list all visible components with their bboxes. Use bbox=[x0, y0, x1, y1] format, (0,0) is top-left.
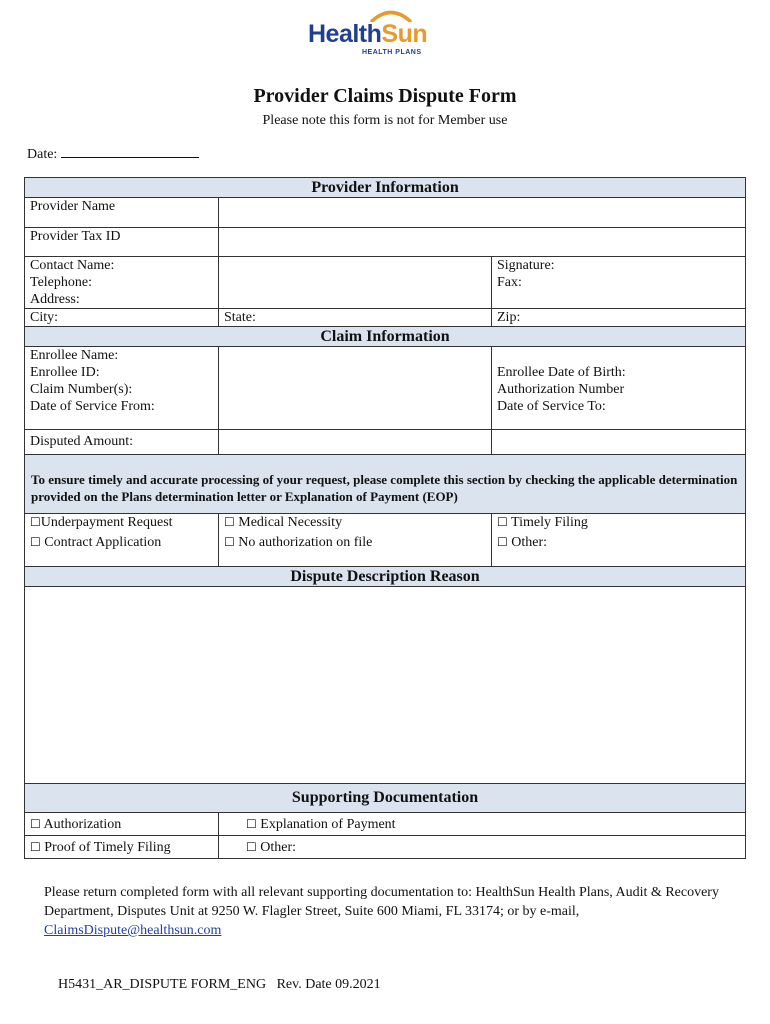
checkbox-icon[interactable]: ☐ bbox=[224, 515, 235, 529]
return-instructions bbox=[44, 883, 734, 940]
form-revision: H5431_AR_DISPUTE FORM_ENG Rev. Date 09.2021 bbox=[58, 977, 381, 992]
medical-necessity-checkbox[interactable] bbox=[224, 514, 486, 531]
disputed-amount-input[interactable] bbox=[219, 430, 492, 455]
address-label: Address: bbox=[30, 292, 80, 307]
checkbox-icon[interactable]: ☐ bbox=[30, 817, 41, 831]
authorization-label: Authorization bbox=[43, 817, 122, 832]
logo-word-health: Health bbox=[308, 20, 382, 48]
determination-col-2 bbox=[219, 514, 492, 567]
fax-label: Fax: bbox=[497, 275, 522, 290]
other-supporting-label: Other: bbox=[260, 840, 297, 855]
other-determination-checkbox[interactable] bbox=[497, 534, 740, 551]
authorization-number-label: Authorization Number bbox=[497, 382, 625, 397]
enrollee-dob-label: Enrollee Date of Birth: bbox=[497, 365, 626, 380]
healthsun-logo bbox=[306, 6, 436, 60]
dispute-description-input[interactable] bbox=[25, 587, 746, 784]
signature-fax-labels[interactable] bbox=[492, 257, 746, 309]
proof-timely-filing-label: Proof of Timely Filing bbox=[44, 840, 171, 855]
page-title: Provider Claims Dispute Form bbox=[253, 85, 517, 107]
no-authorization-checkbox[interactable] bbox=[224, 534, 486, 551]
checkbox-icon[interactable]: ☐ bbox=[224, 535, 235, 549]
underpayment-request-checkbox[interactable] bbox=[30, 514, 213, 531]
logo-word-sun: Sun bbox=[381, 20, 428, 48]
page-subtitle: Please note this form is not for Member use bbox=[262, 113, 508, 128]
claim-numbers-label: Claim Number(s): bbox=[30, 382, 133, 397]
date-label: Date: bbox=[27, 147, 58, 162]
contact-name-label: Contact Name: bbox=[30, 258, 115, 273]
explanation-of-payment-label: Explanation of Payment bbox=[260, 817, 396, 832]
logo-subtext: HEALTH PLANS bbox=[362, 49, 422, 56]
other-determination-label: Other: bbox=[511, 535, 548, 550]
supporting-documentation-header: Supporting Documentation bbox=[25, 784, 746, 813]
claims-dispute-email-link[interactable]: ClaimsDispute@healthsun.com bbox=[44, 923, 222, 938]
date-of-service-to-label: Date of Service To: bbox=[497, 399, 606, 414]
zip-field[interactable]: Zip: bbox=[492, 309, 746, 327]
claim-input[interactable] bbox=[219, 347, 492, 430]
timely-filing-checkbox[interactable] bbox=[497, 514, 740, 531]
state-field[interactable]: State: bbox=[219, 309, 492, 327]
claim-labels bbox=[25, 347, 219, 430]
city-field[interactable]: City: bbox=[25, 309, 219, 327]
return-instructions-text: Please return completed form with all relevant supporting documentation to: HealthSun Health Plans, Audit & Recovery Department, Disputes Unit at 9250 W. Flagler Street, Suite 600 Miami, FL 33174; or by e-mail, bbox=[44, 885, 719, 919]
disputed-amount-extra[interactable] bbox=[492, 430, 746, 455]
logo-wordmark bbox=[308, 20, 427, 49]
provider-name-label: Provider Name bbox=[25, 198, 219, 228]
provider-information-header: Provider Information bbox=[25, 178, 746, 198]
checkbox-icon[interactable]: ☐ bbox=[246, 817, 257, 831]
claim-information-header: Claim Information bbox=[25, 327, 746, 347]
authorization-checkbox[interactable] bbox=[25, 813, 219, 836]
proof-of-timely-filing-checkbox[interactable] bbox=[25, 836, 219, 859]
claim-right-labels[interactable] bbox=[492, 347, 746, 430]
underpayment-label: Underpayment Request bbox=[40, 515, 173, 530]
checkbox-icon[interactable]: ☐ bbox=[30, 535, 41, 549]
telephone-label: Telephone: bbox=[30, 275, 92, 290]
checkbox-icon[interactable]: ☐ bbox=[497, 515, 508, 529]
date-input-line[interactable] bbox=[61, 145, 199, 158]
no-authorization-label: No authorization on file bbox=[238, 535, 373, 550]
explanation-of-payment-checkbox[interactable] bbox=[219, 813, 746, 836]
checkbox-icon[interactable]: ☐ bbox=[30, 840, 41, 854]
determination-instructions: To ensure timely and accurate processing of your request, please complete this section by checking the applicable determination provided on the Plans determination letter or Explanation of Payment (EOP) bbox=[25, 455, 746, 514]
disputed-amount-label: Disputed Amount: bbox=[25, 430, 219, 455]
timely-filing-label: Timely Filing bbox=[511, 515, 588, 530]
determination-col-1 bbox=[25, 514, 219, 567]
checkbox-icon[interactable]: ☐ bbox=[246, 840, 257, 854]
provider-tax-id-input[interactable] bbox=[219, 228, 746, 257]
medical-necessity-label: Medical Necessity bbox=[238, 515, 343, 530]
other-supporting-checkbox[interactable] bbox=[219, 836, 746, 859]
provider-tax-id-label: Provider Tax ID bbox=[25, 228, 219, 257]
contact-input[interactable] bbox=[219, 257, 492, 309]
checkbox-icon[interactable]: ☐ bbox=[30, 515, 41, 529]
determination-col-3 bbox=[492, 514, 746, 567]
dispute-form-table bbox=[24, 177, 746, 859]
signature-label: Signature: bbox=[497, 258, 555, 273]
date-of-service-from-label: Date of Service From: bbox=[30, 399, 155, 414]
enrollee-name-label: Enrollee Name: bbox=[30, 348, 119, 363]
provider-name-input[interactable] bbox=[219, 198, 746, 228]
enrollee-id-label: Enrollee ID: bbox=[30, 365, 100, 380]
checkbox-icon[interactable]: ☐ bbox=[497, 535, 508, 549]
dispute-description-header: Dispute Description Reason bbox=[25, 567, 746, 587]
contract-application-label: Contract Application bbox=[44, 535, 162, 550]
date-field[interactable] bbox=[27, 145, 199, 163]
contact-labels bbox=[25, 257, 219, 309]
contract-application-checkbox[interactable] bbox=[30, 534, 213, 551]
